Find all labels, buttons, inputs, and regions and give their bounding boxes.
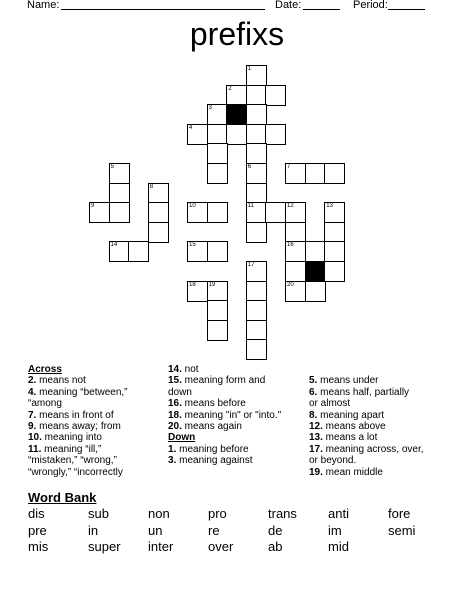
grid-cell[interactable] [226,85,247,106]
clue-number: 14. [168,364,182,375]
clue-number: 6 [247,164,252,170]
clue-text: means under [317,375,379,387]
word-bank-item: mis [28,539,49,554]
date-label: Date: [275,0,302,11]
clue-text: means a lot [322,432,378,444]
clue-number: 15. [168,375,182,387]
clue-text: meaning before [176,443,249,455]
clue-number: 20. [168,421,182,433]
clue-number: 18. [168,409,182,421]
clue-number: 11 [247,203,255,210]
grid-cell[interactable] [109,183,130,204]
clue-line [309,432,424,443]
clue-text: meaning across, over, [322,443,424,455]
middle-clues-column [168,364,281,467]
clue-text: “wrongly,” “incorrectly [28,466,123,478]
clue-number: 7. [28,409,37,421]
clue-text: meaning into [41,432,102,444]
clue-number: 8 [149,183,154,190]
word-bank-item: in [88,522,99,538]
clue-text: meaning “between,” [36,386,128,398]
clue-line [168,364,281,375]
word-bank-item: ab [268,539,283,554]
grid-cell[interactable] [324,261,345,282]
clue-number: 5. [309,375,318,387]
word-bank-item: re [208,522,220,538]
clue-text: means not [36,375,86,387]
word-bank-item: anti [328,506,349,521]
word-bank [0,506,474,558]
grid-cell[interactable] [148,222,169,243]
clue-number: 10. [28,432,42,444]
grid-cell[interactable] [285,222,306,243]
clue-number: 19. [309,466,323,478]
grid-cell[interactable] [187,202,208,223]
grid-cell[interactable] [109,163,130,184]
across-heading: Across [28,364,62,375]
grid-cell[interactable] [226,124,247,145]
clue-text: means before [181,398,246,410]
clue-text: mean middle [322,466,383,478]
clue-line [28,467,128,478]
clue-number: 4 [189,124,193,131]
clue-number: 17. [309,443,323,455]
word-bank-item: un [148,522,163,538]
grid-cell[interactable] [265,124,286,145]
word-bank-item: semi [388,522,416,538]
clue-line [168,387,281,398]
grid-cell[interactable] [246,163,267,184]
clue-line [168,398,281,409]
grid-cell[interactable] [207,300,228,321]
clue-number: 9 [91,203,95,210]
clue-number: 5 [110,164,114,170]
clue-number: 18 [189,281,196,288]
clue-text: “among [28,398,62,410]
clue-number: 3 [208,105,212,112]
clue-number: 19 [208,281,216,288]
grid-cell[interactable] [246,222,267,243]
clue-line [28,455,128,466]
clue-number: 16 [287,242,294,249]
grid-cell[interactable] [246,65,267,86]
grid-cell[interactable] [324,222,345,243]
clue-text: down [168,386,192,398]
clue-text: “mistaken,” “wrong,” [28,455,117,467]
clue-line [28,398,128,409]
grid-cell[interactable] [285,241,306,262]
grid-cell[interactable] [285,281,306,302]
clue-line [168,455,281,466]
word-bank-item: trans [268,506,297,521]
grid-cell[interactable] [305,241,326,262]
clue-text: means again [181,421,242,433]
grid-cell[interactable] [246,124,267,145]
grid-cell[interactable] [305,163,326,184]
grid-cell[interactable] [187,124,208,145]
grid-cell[interactable] [207,104,228,125]
clue-line [28,387,128,398]
clue-number: 15 [189,242,196,249]
grid-cell[interactable] [265,202,286,223]
clue-line [28,421,128,432]
grid-cell[interactable] [207,320,228,341]
clue-number: 17 [247,262,255,268]
clue-number: 12 [287,203,294,210]
word-bank-item: inter [148,539,174,554]
clue-text: means half, partially [317,386,410,398]
grid-cell[interactable] [148,183,169,204]
grid-cell[interactable] [89,202,110,223]
word-bank-item: fore [388,506,411,521]
clue-number: 13. [309,432,323,444]
black-cell [305,261,326,282]
grid-cell[interactable] [246,261,267,282]
clue-line [309,375,424,386]
down-heading: Down [168,432,196,444]
grid-cell[interactable] [246,339,267,360]
name-label: Name: [27,0,60,11]
grid-cell[interactable] [246,104,267,125]
right-clues-column [309,364,424,478]
clue-line [309,410,424,421]
grid-cell[interactable] [207,124,228,145]
clue-number: 1 [247,66,252,72]
word-bank-item: de [268,522,283,538]
word-bank-item: mid [328,539,349,554]
clue-number: 2 [228,85,232,92]
period-label: Period: [353,0,388,11]
clue-line [168,421,281,432]
clue-line [309,444,424,455]
grid-cell[interactable] [285,163,306,184]
clue-line [168,410,281,421]
grid-cell[interactable] [109,202,130,223]
black-cell [226,104,247,125]
clue-number: 12. [309,421,323,433]
grid-cell[interactable] [128,241,149,262]
grid-cell[interactable] [187,281,208,302]
word-bank-item: sub [88,506,109,521]
grid-cell[interactable] [246,300,267,321]
clue-number: 3. [168,455,177,467]
grid-cell[interactable] [324,241,345,262]
grid-cell[interactable] [246,320,267,341]
word-bank-title: Word Bank [28,490,97,505]
clue-number: 2. [28,375,37,387]
grid-cell[interactable] [207,281,228,302]
word-bank-item: pro [208,506,227,521]
grid-cell[interactable] [324,202,345,223]
grid-cell[interactable] [187,241,208,262]
grid-cell[interactable] [285,202,306,223]
clue-number: 11. [28,443,42,455]
clue-line [28,410,128,421]
clue-line [309,455,424,466]
clue-text: means above [322,421,386,433]
grid-cell[interactable] [246,281,267,302]
grid-cell[interactable] [207,241,228,262]
grid-cell[interactable] [246,85,267,106]
clue-number: 20 [287,281,294,288]
clue-number: 16. [168,398,182,410]
across-clues-column [28,364,128,478]
clue-number: 10 [189,203,196,210]
clue-text: meaning "in" or "into." [181,409,282,421]
clue-line [309,421,424,432]
grid-cell[interactable] [285,261,306,282]
grid-cell[interactable] [324,163,345,184]
grid-cell[interactable] [265,85,286,106]
word-bank-item: pre [28,522,47,538]
grid-cell[interactable] [109,241,130,262]
clue-line [309,387,424,398]
clue-text: means in front of [36,409,114,421]
grid-cell[interactable] [207,163,228,184]
word-bank-item: im [328,522,342,538]
word-bank-item: super [88,539,121,554]
clue-text: meaning apart [317,409,385,421]
grid-cell[interactable] [207,143,228,164]
clue-line [309,398,424,409]
word-bank-item: dis [28,506,45,521]
clue-line [309,467,424,478]
word-bank-item: non [148,506,170,521]
clue-text: meaning against [176,455,253,467]
clue-number: 1. [168,443,177,455]
clue-number: 8. [309,409,318,421]
clue-number: 9. [28,421,37,433]
grid-cell[interactable] [305,281,326,302]
clue-number: 13 [326,203,333,210]
clue-text: meaning form and [181,375,266,387]
clue-number: 7 [287,164,291,170]
clue-text: not [181,364,199,375]
clue-text: meaning “ill,” [41,443,102,455]
clue-text: means away; from [36,421,121,433]
clue-line [28,375,128,386]
clue-text: or beyond. [309,455,357,467]
clue-text: or almost [309,398,351,410]
clue-number: 14 [110,242,118,249]
grid-cell[interactable] [148,202,169,223]
grid-cell[interactable] [246,143,267,164]
clue-line [28,432,128,443]
clue-line [28,444,128,455]
clue-line [168,444,281,455]
grid-cell[interactable] [246,183,267,204]
clue-line [168,375,281,386]
clue-number: 6. [309,386,318,398]
word-bank-item: over [208,539,234,554]
clue-number: 4. [28,386,37,398]
grid-cell[interactable] [207,202,228,223]
grid-cell[interactable] [246,202,267,223]
page-title: prefixs [189,16,285,52]
